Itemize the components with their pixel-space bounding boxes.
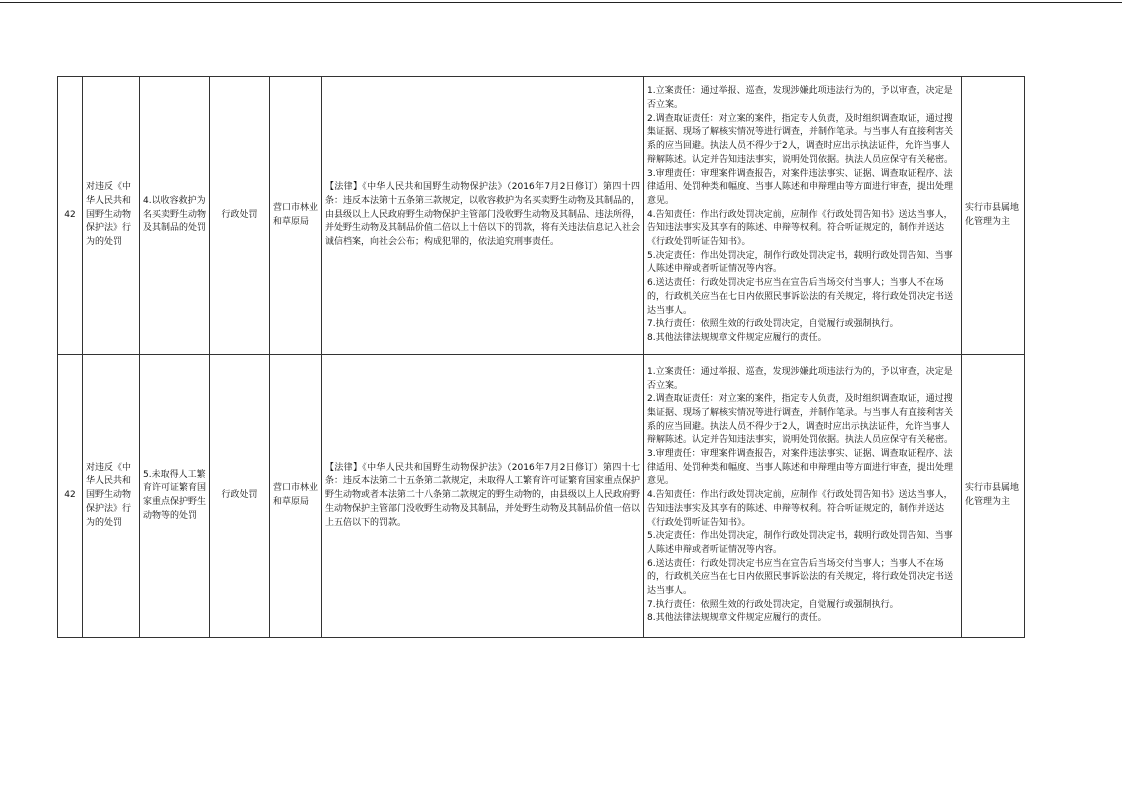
responsibility-item: 4.告知责任：作出行政处罚决定前，应制作《行政处罚告知书》送达当事人，告知违法事实及其享有的陈述、申辩等权利。符合听证规定的，制作并送达《行政处罚听证告知书》。 (647, 209, 953, 248)
top-rule (0, 2, 1122, 3)
row-number: 42 (58, 77, 83, 355)
department: 营口市林业和草原局 (270, 355, 322, 638)
remark: 实行市县属地化管理为主 (962, 355, 1025, 638)
remark: 实行市县属地化管理为主 (962, 77, 1025, 355)
responsibility-item: 1.立案责任：通过举报、巡查，发现涉嫌此项违法行为的，予以审查，决定是否立案。 (647, 366, 953, 391)
responsibility-item: 8.其他法律法规规章文件规定应履行的责任。 (647, 332, 827, 343)
legal-basis: 【法律】《中华人民共和国野生动物保护法》（2016年7月2日修订）第四十四条：违反本法第十五条第三款规定，以收容救护为名买卖野生动物及其制品的，由县级以上人民政府野生动物保护主管部门没收野生动物及其制品、违法所得，并处野生动物及其制品价值二倍以上十倍以下的罚款，将有关违法信息记入社会诚信档案，向社会公布；构成犯罪的，依法追究刑事责任。 (322, 77, 644, 355)
responsibility-item: 3.审理责任：审理案件调查报告，对案件违法事实、证据、调查取证程序、法律适用、处罚种类和幅度、当事人陈述和申辩理由等方面进行审查，提出处理意见。 (647, 449, 954, 487)
responsibility-item: 5.决定责任：作出处罚决定，制作行政处罚决定书，载明行政处罚告知、当事人陈述申辩或者听证情况等内容。 (647, 531, 953, 555)
responsibility-item: 7.执行责任：依照生效的行政处罚决定，自觉履行或强制执行。 (647, 319, 899, 330)
responsibility-item: 6.送达责任：行政处罚决定书应当在宣告后当场交付当事人；当事人不在场的，行政机关应当在七日内依照民事诉讼法的有关规定，将行政处罚决定书送达当事人。 (647, 278, 954, 316)
responsibility-item: 8.其他法律法规规章文件规定应履行的责任。 (647, 613, 827, 624)
responsibilities (644, 77, 962, 355)
responsibilities (644, 355, 962, 638)
power-list-table (57, 76, 1025, 638)
table-row (58, 355, 1025, 638)
responsibility-item: 7.执行责任：依照生效的行政处罚决定，自觉履行或强制执行。 (647, 599, 899, 610)
legal-basis: 【法律】《中华人民共和国野生动物保护法》（2016年7月2日修订）第四十七条：违反本法第二十五条第二款规定，未取得人工繁育许可证繁育国家重点保护野生动物或者本法第二十八条第二款规定的野生动物的，由县级以上人民政府野生动物保护主管部门没收野生动物及其制品，并处野生动物及其制品价值一倍以上五倍以下的罚款。 (322, 355, 644, 638)
responsibility-item: 6.送达责任：行政处罚决定书应当在宣告后当场交付当事人；当事人不在场的，行政机关应当在七日内依照民事诉讼法的有关规定，将行政处罚决定书送达当事人。 (647, 558, 954, 597)
responsibility-item: 4.告知责任：作出行政处罚决定前，应制作《行政处罚告知书》送达当事人，告知违法事实及其享有的陈述、申辩等权利。符合听证规定的，制作并送达《行政处罚听证告知书》。 (647, 490, 953, 528)
responsibility-item: 1.立案责任：通过举报、巡查，发现涉嫌此项违法行为的，予以审查，决定是否立案。 (647, 86, 953, 111)
power-type: 行政处罚 (210, 355, 270, 638)
table-row (58, 77, 1025, 355)
item-name: 对违反《中华人民共和国野生动物保护法》行为的处罚 (83, 355, 140, 638)
department: 营口市林业和草原局 (270, 77, 322, 355)
responsibility-item: 2.调查取证责任：对立案的案件，指定专人负责，及时组织调查取证，通过搜集证据、现场了解核实情况等进行调查，并制作笔录。与当事人有直接利害关系的应当回避。执法人员不得少于2人，调查时应出示执法证件，允许当事人辩解陈述。认定并告知违法事实，说明处罚依据。执法人员应保守有关秘密。 (647, 394, 954, 446)
responsibility-item: 5.决定责任：作出处罚决定，制作行政处罚决定书，载明行政处罚告知、当事人陈述申辩或者听证情况等内容。 (647, 250, 953, 275)
row-number: 42 (58, 355, 83, 638)
responsibility-item: 2.调查取证责任：对立案的案件，指定专人负责，及时组织调查取证，通过搜集证据、现场了解核实情况等进行调查，并制作笔录。与当事人有直接利害关系的应当回避。执法人员不得少于2人，调查时应出示执法证件，允许当事人辩解陈述。认定并告知违法事实，说明处罚依据。执法人员应保守有关秘密。 (647, 113, 954, 165)
sub-item: 5.未取得人工繁育许可证繁育国家重点保护野生动物等的处罚 (140, 355, 210, 638)
sub-item: 4.以收容救护为名买卖野生动物及其制品的处罚 (140, 77, 210, 355)
responsibility-item: 3.审理责任：审理案件调查报告，对案件违法事实、证据、调查取证程序、法律适用、处罚种类和幅度、当事人陈述和申辩理由等方面进行审查，提出处理意见。 (647, 168, 954, 206)
power-type: 行政处罚 (210, 77, 270, 355)
item-name: 对违反《中华人民共和国野生动物保护法》行为的处罚 (83, 77, 140, 355)
